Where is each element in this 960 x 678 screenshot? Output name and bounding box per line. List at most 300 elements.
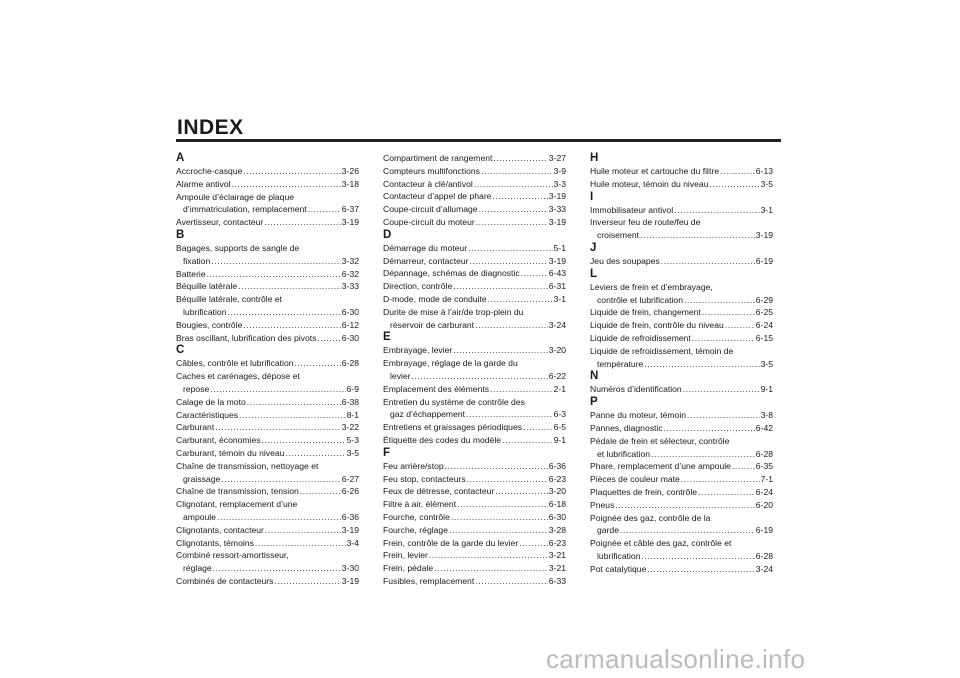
leader-dots — [641, 550, 754, 563]
index-entry — [176, 524, 359, 537]
page-number: 3-19 — [341, 217, 359, 228]
leader-dots — [683, 383, 760, 396]
index-entry — [176, 280, 359, 293]
page-number: 3-20 — [548, 345, 566, 356]
page-number: 9-1 — [760, 384, 773, 395]
entry-line — [383, 203, 566, 216]
page-number: 3-19 — [341, 524, 359, 535]
index-entry — [383, 344, 566, 357]
page-number: 3-21 — [548, 563, 566, 574]
page-number: 7-1 — [760, 474, 773, 485]
page-number: 6-18 — [548, 499, 566, 510]
leader-dots — [247, 396, 341, 409]
entry-text: levier — [390, 370, 411, 381]
page-number: 5-3 — [346, 435, 359, 446]
page-number: 3-18 — [341, 178, 359, 189]
entry-text: Calage de la moto — [176, 396, 246, 407]
entry-line — [383, 280, 566, 293]
leader-dots — [429, 549, 548, 562]
page-number: 3-20 — [548, 486, 566, 497]
leader-dots — [647, 563, 754, 576]
entry-text: Filtre à air, élément — [383, 499, 457, 510]
leader-dots — [453, 344, 548, 357]
entry-line — [176, 280, 359, 293]
entry-line — [176, 357, 359, 370]
leader-dots — [523, 421, 553, 434]
leader-dots — [467, 473, 548, 486]
page-number: 6-26 — [341, 486, 359, 497]
entry-line — [590, 486, 773, 499]
index-entry — [383, 190, 566, 203]
leader-dots — [265, 524, 341, 537]
entry-line — [383, 549, 566, 562]
index-entry — [590, 422, 773, 435]
page-number: 6-33 — [548, 575, 566, 586]
entry-line — [383, 511, 566, 524]
entry-text: Carburant — [176, 422, 215, 433]
index-entry — [383, 421, 566, 434]
entry-line — [590, 165, 773, 178]
entry-text: Démarreur, contacteur — [383, 255, 469, 266]
page-number: 6-36 — [341, 511, 359, 522]
entry-text: Avertisseur, contacteur — [176, 217, 264, 228]
index-entry — [590, 499, 773, 512]
entry-line — [383, 178, 566, 191]
entry-line — [176, 306, 359, 319]
entry-line — [176, 383, 359, 396]
page-number: 3-33 — [548, 204, 566, 215]
page-number: 3-19 — [755, 230, 773, 241]
page-number: 6-19 — [755, 255, 773, 266]
entry-line — [383, 242, 566, 255]
section-letter: E — [383, 331, 391, 344]
page-number: 6-36 — [548, 460, 566, 471]
entry-line — [383, 575, 566, 588]
index-entry — [590, 512, 773, 538]
entry-text: Combinés de contacteurs — [176, 575, 274, 586]
index-entry — [383, 255, 566, 268]
page-number: 3-30 — [341, 563, 359, 574]
page-number: 3-1 — [760, 204, 773, 215]
entry-line — [590, 204, 773, 217]
leader-dots — [445, 460, 548, 473]
entry-text: Caches et carénages, dépose et — [176, 371, 300, 382]
index-entry — [176, 165, 359, 178]
entry-text: lubrification — [597, 550, 641, 561]
entry-text: Clignotants, contacteur — [176, 524, 264, 535]
entry-line — [383, 216, 566, 229]
page-number: 3-28 — [548, 524, 566, 535]
entry-text: Pièces de couleur mate — [590, 474, 680, 485]
index-entry — [383, 460, 566, 473]
leader-dots — [466, 408, 553, 421]
entry-text: Compteurs multifonctions — [383, 165, 480, 176]
index-entry — [176, 396, 359, 409]
entry-text: Feux de détresse, contacteur — [383, 486, 495, 497]
entry-text: Panne du moteur, témoin — [590, 410, 687, 421]
page-number: 6-19 — [755, 525, 773, 536]
entry-text: Pneus — [590, 499, 615, 510]
leader-dots — [519, 537, 548, 550]
index-entry — [590, 473, 773, 486]
page-number: 3-32 — [341, 255, 359, 266]
entry-text: Chaîne de transmission, nettoyage et — [176, 460, 319, 471]
leader-dots — [481, 165, 553, 178]
entry-line — [176, 165, 359, 178]
leader-dots — [476, 216, 548, 229]
page-number: 6-5 — [553, 422, 566, 433]
entry-line — [176, 255, 359, 268]
entry-line — [590, 524, 773, 537]
leader-dots — [453, 280, 548, 293]
page-number: 6-23 — [548, 473, 566, 484]
page-number: 6-15 — [755, 332, 773, 343]
entry-line — [176, 473, 359, 486]
entry-line — [176, 537, 359, 550]
page-number: 6-20 — [755, 499, 773, 510]
leader-dots — [698, 486, 755, 499]
index-entry — [590, 345, 773, 371]
entry-line — [176, 409, 359, 422]
leader-dots — [488, 293, 553, 306]
leader-dots — [239, 409, 345, 422]
entry-line — [176, 485, 359, 498]
index-entry — [383, 396, 566, 422]
leader-dots — [221, 473, 341, 486]
entry-line — [383, 408, 566, 421]
entry-text: Poignée des gaz, contrôle de la — [590, 512, 711, 523]
entry-line — [383, 383, 566, 396]
index-entry — [176, 447, 359, 460]
entry-text: d’immatriculation, remplacement — [183, 204, 307, 215]
entry-text: Embrayage, levier — [383, 345, 453, 356]
entry-line — [176, 319, 359, 332]
page-number: 6-32 — [341, 268, 359, 279]
entry-text: Démarrage du moteur — [383, 242, 468, 253]
page-number: 6-30 — [341, 332, 359, 343]
entry-text: Batterie — [176, 268, 206, 279]
entry-line — [176, 575, 359, 588]
entry-text: Compartiment de rangement — [383, 153, 493, 163]
entry-text: Étiquette des codes du modèle — [383, 434, 502, 445]
leader-dots — [615, 499, 754, 512]
entry-text: Frein, pédale — [383, 563, 434, 574]
entry-text: Bagages, supports de sangle de — [176, 242, 300, 253]
entry-line — [590, 332, 773, 345]
index-entry — [383, 473, 566, 486]
index-entry — [590, 319, 773, 332]
entry-text: Direction, contrôle — [383, 281, 453, 292]
index-entry — [383, 216, 566, 229]
leader-dots — [412, 370, 548, 383]
page-number: 9-1 — [553, 434, 566, 445]
page-number: 6-31 — [548, 281, 566, 292]
index-column-2 — [383, 152, 566, 588]
index-entry — [590, 165, 773, 178]
index-entry — [176, 537, 359, 550]
entry-line — [383, 473, 566, 486]
section-letter: H — [590, 152, 599, 164]
entry-line — [590, 448, 773, 461]
entry-line — [383, 319, 566, 332]
entry-text: Plaquettes de frein, contrôle — [590, 486, 698, 497]
page-number: 6-22 — [548, 370, 566, 381]
index-entry — [383, 203, 566, 216]
page-number: 3-19 — [548, 191, 566, 202]
leader-dots — [210, 383, 345, 396]
entry-line — [590, 550, 773, 563]
leader-dots — [274, 575, 340, 588]
leader-dots — [732, 460, 755, 473]
leader-dots — [644, 358, 759, 371]
index-entry — [383, 267, 566, 280]
entry-line — [176, 216, 359, 229]
index-entry — [176, 178, 359, 191]
page-number: 3-1 — [553, 293, 566, 304]
entry-text: Bras oscillant, lubrification des pivots — [176, 332, 317, 343]
leader-dots — [664, 422, 755, 435]
leader-dots — [243, 165, 340, 178]
page-number: 6-37 — [341, 204, 359, 215]
entry-text: Coupe-circuit d’allumage — [383, 204, 478, 215]
entry-line — [590, 255, 773, 268]
leader-dots — [474, 178, 553, 191]
leader-dots — [493, 152, 547, 165]
entry-text: Clignotant, remplacement d’une — [176, 499, 298, 510]
page-number: 6-13 — [755, 166, 773, 176]
page-number: 3-9 — [553, 165, 566, 176]
entry-line — [176, 434, 359, 447]
leader-dots — [661, 255, 755, 268]
entry-text: Contacteur à clé/antivol — [383, 178, 473, 189]
page-number: 6-43 — [548, 268, 566, 279]
index-column-3 — [590, 152, 773, 576]
entry-text: Carburant, témoin du niveau — [176, 447, 285, 458]
entry-line — [176, 332, 359, 345]
index-entry — [176, 498, 359, 524]
index-entry — [383, 165, 566, 178]
page-number: 3-3 — [553, 178, 566, 189]
entry-line — [176, 562, 359, 575]
entry-text: Huile moteur, témoin du niveau — [590, 178, 709, 189]
leader-dots — [449, 524, 548, 537]
entry-text: Chaîne de transmission, tension — [176, 486, 299, 497]
entry-text: Frein, contrôle de la garde du levier — [383, 537, 519, 548]
entry-text: graissage — [183, 473, 221, 484]
index-entry — [383, 152, 566, 165]
page-number: 3-24 — [755, 563, 773, 574]
entry-text: Leviers de frein et d’embrayage, — [590, 281, 713, 292]
page-number: 6-23 — [548, 537, 566, 548]
leader-dots — [434, 562, 548, 575]
leader-dots — [620, 524, 755, 537]
leader-dots — [475, 575, 548, 588]
page-number: 3-5 — [760, 178, 773, 189]
index-entry — [176, 409, 359, 422]
index-entry — [383, 306, 566, 332]
entry-line — [383, 498, 566, 511]
entry-line — [383, 562, 566, 575]
entry-text: Immobilisateur antivol — [590, 204, 674, 215]
entry-line — [176, 524, 359, 537]
entry-line — [590, 229, 773, 242]
page-number: 3-21 — [548, 550, 566, 561]
entry-text: Entretiens et graissages périodiques — [383, 422, 523, 433]
leader-dots — [681, 473, 760, 486]
index-entry — [383, 575, 566, 588]
index-entry — [176, 460, 359, 486]
index-entry — [176, 434, 359, 447]
entry-line — [590, 178, 773, 191]
entry-line — [383, 293, 566, 306]
index-column-1 — [176, 152, 359, 588]
index-entry — [383, 242, 566, 255]
leader-dots — [720, 165, 755, 178]
page-title: INDEX — [177, 116, 244, 139]
index-entry — [176, 357, 359, 370]
leader-dots — [207, 268, 341, 281]
entry-line — [383, 421, 566, 434]
entry-line — [383, 255, 566, 268]
index-entry — [383, 383, 566, 396]
leader-dots — [687, 409, 760, 422]
index-entry — [176, 216, 359, 229]
leader-dots — [475, 319, 548, 332]
entry-text: Feu arrière/stop — [383, 460, 444, 471]
section-letter: D — [383, 228, 392, 241]
entry-line — [590, 358, 773, 371]
index-entry — [383, 524, 566, 537]
page-number: 6-24 — [755, 320, 773, 331]
entry-line — [176, 268, 359, 281]
section-letter: N — [590, 370, 599, 383]
leader-dots — [470, 255, 548, 268]
page-number: 6-27 — [341, 473, 359, 484]
leader-dots — [238, 280, 341, 293]
entry-text: gaz d’échappement — [390, 409, 466, 420]
page-number: 3-33 — [341, 281, 359, 292]
entry-text: Embrayage, réglage de la garde du — [383, 358, 518, 369]
entry-text: Entretien du système de contrôle des — [383, 396, 525, 407]
leader-dots — [213, 562, 341, 575]
index-entry — [590, 537, 773, 563]
section-letter: P — [590, 396, 598, 409]
leader-dots — [521, 267, 548, 280]
entry-text: Liquide de frein, contrôle du niveau — [590, 320, 724, 331]
index-entry — [590, 486, 773, 499]
page-number: 3-19 — [341, 575, 359, 586]
entry-line — [383, 434, 566, 447]
leader-dots — [255, 537, 346, 550]
entry-line — [176, 511, 359, 524]
page-number: 3-22 — [341, 422, 359, 433]
leader-dots — [674, 204, 759, 217]
index-entry — [383, 280, 566, 293]
section-letter: B — [176, 228, 185, 241]
entry-line — [383, 485, 566, 498]
leader-dots — [495, 485, 547, 498]
entry-text: Accroche-casque — [176, 166, 243, 176]
index-entry — [176, 421, 359, 434]
leader-dots — [227, 306, 340, 319]
page-number: 3-19 — [548, 255, 566, 266]
entry-text: Combiné ressort-amortisseur, — [176, 550, 289, 561]
page-number: 6-9 — [346, 383, 359, 394]
page-number: 3-19 — [548, 216, 566, 227]
entry-line — [590, 422, 773, 435]
entry-line — [590, 563, 773, 576]
section-letter: J — [590, 241, 597, 254]
page-number: 5-1 — [553, 242, 566, 253]
leader-dots — [651, 448, 755, 461]
page-number: 3-4 — [346, 537, 359, 548]
leader-dots — [451, 511, 548, 524]
entry-text: Fourche, contrôle — [383, 511, 450, 522]
page-number: 2-1 — [553, 383, 566, 394]
entry-text: Numéros d’identification — [590, 384, 682, 395]
index-entry — [590, 435, 773, 461]
entry-line — [383, 460, 566, 473]
page-number: 6-24 — [755, 486, 773, 497]
entry-text: Huile moteur et cartouche du filtre — [590, 166, 719, 176]
page-number: 8-1 — [346, 409, 359, 420]
index-entry — [383, 485, 566, 498]
page-number: 6-35 — [755, 461, 773, 472]
section-letter: C — [176, 344, 185, 357]
entry-text: croisement — [597, 230, 640, 241]
entry-line — [383, 152, 566, 165]
page-number: 6-28 — [341, 358, 359, 369]
leader-dots — [692, 332, 755, 345]
page-number: 6-30 — [548, 511, 566, 522]
entry-line — [176, 396, 359, 409]
page-number: 6-38 — [341, 396, 359, 407]
page-number: 6-28 — [755, 448, 773, 459]
entry-text: Phare, remplacement d’une ampoule — [590, 461, 731, 472]
leader-dots — [490, 383, 553, 396]
entry-text: contrôle et lubrification — [597, 294, 683, 305]
leader-dots — [502, 434, 553, 447]
entry-text: Inverseur feu de route/feu de — [590, 217, 701, 228]
entry-line — [590, 294, 773, 307]
leader-dots — [308, 203, 341, 216]
index-entry — [383, 357, 566, 383]
page-number: 3-5 — [346, 447, 359, 458]
entry-text: Alarme antivol — [176, 178, 231, 189]
index-entry — [176, 242, 359, 268]
index-entry — [590, 216, 773, 242]
entry-line — [176, 421, 359, 434]
index-entry — [383, 562, 566, 575]
index-entry — [176, 319, 359, 332]
entry-line — [590, 319, 773, 332]
section-letter: A — [176, 152, 185, 164]
entry-line — [590, 473, 773, 486]
leader-dots — [295, 357, 341, 370]
index-entry — [383, 178, 566, 191]
entry-line — [383, 524, 566, 537]
entry-line — [590, 499, 773, 512]
entry-text: Jeu des soupapes — [590, 255, 660, 266]
leader-dots — [640, 229, 755, 242]
page-number: 3-24 — [548, 319, 566, 330]
leader-dots — [211, 255, 341, 268]
leader-dots — [492, 190, 547, 203]
entry-line — [590, 306, 773, 319]
entry-text: Poignée et câble des gaz, contrôle et — [590, 538, 732, 549]
section-letter: L — [590, 267, 598, 280]
entry-text: réglage — [183, 563, 212, 574]
